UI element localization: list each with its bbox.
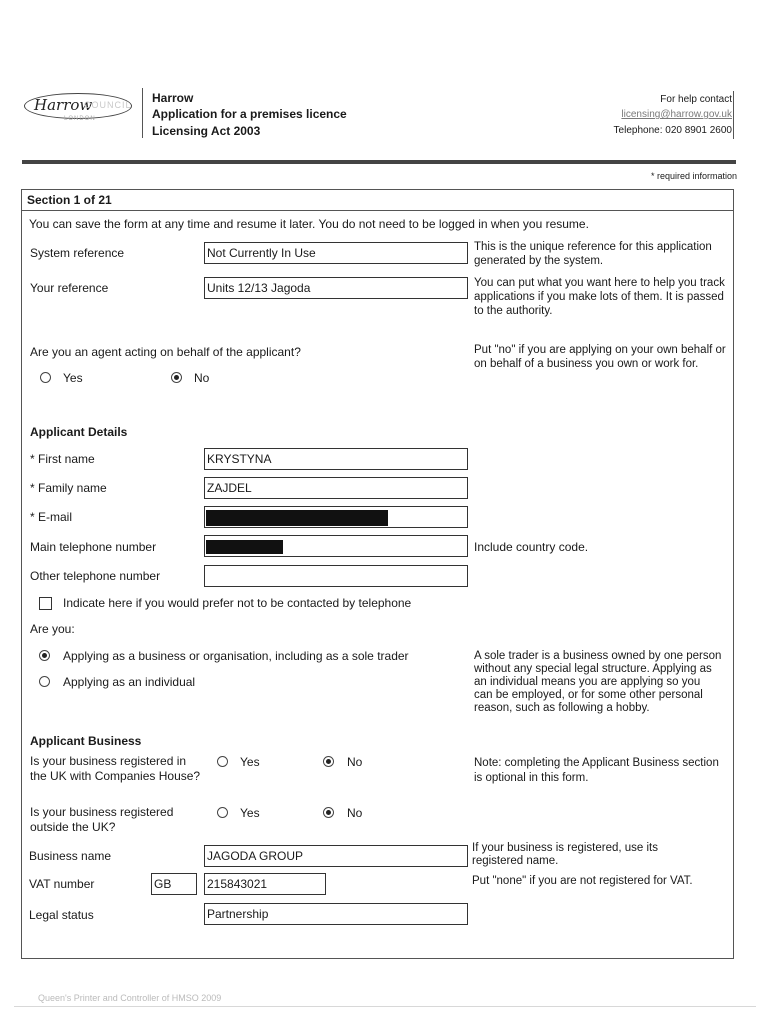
outside-uk-no-label: No: [347, 806, 363, 820]
logo-sub: LONDON: [64, 116, 96, 122]
your-reference-field[interactable]: Units 12/13 Jagoda: [204, 277, 468, 299]
footer-copyright: Queen's Printer and Controller of HMSO 2009: [38, 993, 222, 1003]
family-name-label: * Family name: [30, 481, 107, 495]
agent-question-help: Put "no" if you are applying on your own behalf or on behalf of a business you own or work for.: [474, 344, 726, 370]
help-contact-label: For help contact: [660, 94, 732, 105]
first-name-label: * First name: [30, 452, 95, 466]
outside-uk-yes-label: Yes: [240, 806, 260, 820]
main-phone-redaction: [206, 540, 283, 554]
header-act: Licensing Act 2003: [152, 124, 261, 138]
outside-uk-no-radio[interactable]: [323, 807, 334, 818]
no-phone-contact-checkbox[interactable]: [39, 597, 52, 610]
outside-uk-label: Is your business registered outside the UK?: [30, 805, 174, 834]
email-label: * E-mail: [30, 510, 73, 524]
section-title-rule: [21, 210, 734, 211]
applicant-business-note: Note: completing the Applicant Business section is optional in this form.: [474, 757, 719, 784]
business-name-label: Business name: [29, 849, 112, 863]
main-phone-help: Include country code.: [474, 540, 589, 554]
agent-yes-radio[interactable]: [40, 372, 51, 383]
outside-uk-yes-radio[interactable]: [217, 807, 228, 818]
footer-rule: [14, 1006, 756, 1007]
system-reference-field[interactable]: Not Currently In Use: [204, 242, 468, 264]
header-divider: [142, 88, 143, 138]
sole-trader-help: A sole trader is a business owned by one person without any special legal structure. Applying as an individual means you are applying so you can be employed, or for some other personal reason, such as following a hobby.: [474, 650, 722, 714]
header-org: Harrow: [152, 91, 194, 105]
applying-as-business-radio[interactable]: [39, 650, 50, 661]
system-reference-help: This is the unique reference for this application generated by the system.: [474, 241, 712, 267]
vat-help: Put "none" if you are not registered for VAT.: [472, 875, 693, 887]
required-note: * required information: [650, 171, 737, 181]
system-reference-label: System reference: [30, 246, 125, 260]
applying-as-individual-radio[interactable]: [39, 676, 50, 687]
legal-status-label: Legal status: [29, 908, 94, 922]
help-email-link[interactable]: licensing@harrow.gov.uk: [621, 109, 732, 120]
help-phone: Telephone: 020 8901 2600: [613, 125, 732, 136]
other-phone-field[interactable]: [204, 565, 468, 587]
applying-as-business-label: Applying as a business or organisation, including as a sole trader: [63, 649, 409, 663]
applicant-business-heading: Applicant Business: [30, 734, 142, 748]
business-name-help: If your business is registered, use its registered name.: [472, 842, 658, 867]
companies-house-label: Is your business registered in the UK with Companies House?: [30, 754, 201, 783]
header-rule-right: [733, 91, 734, 139]
other-phone-label: Other telephone number: [30, 569, 161, 583]
main-phone-label: Main telephone number: [30, 540, 157, 554]
companies-house-no-radio[interactable]: [323, 756, 334, 767]
agent-yes-label: Yes: [63, 371, 83, 385]
section-intro: You can save the form at any time and resume it later. You do not need to be logged in when you resume.: [29, 217, 589, 231]
legal-status-field[interactable]: Partnership: [204, 903, 468, 925]
agent-no-radio[interactable]: [171, 372, 182, 383]
are-you-label: Are you:: [30, 622, 75, 636]
family-name-field[interactable]: ZAJDEL: [204, 477, 468, 499]
applying-as-individual-label: Applying as an individual: [63, 675, 196, 689]
header-thick-rule: [22, 160, 736, 164]
business-name-field[interactable]: JAGODA GROUP: [204, 845, 468, 867]
header-form-title: Application for a premises licence: [152, 107, 347, 121]
companies-house-no-label: No: [347, 755, 363, 769]
email-redaction: [206, 510, 388, 526]
companies-house-yes-label: Yes: [240, 755, 260, 769]
section-title: Section 1 of 21: [27, 193, 112, 207]
council-logo: [24, 91, 134, 125]
first-name-field[interactable]: KRYSTYNA: [204, 448, 468, 470]
no-phone-contact-label: Indicate here if you would prefer not to be contacted by telephone: [63, 596, 412, 610]
agent-no-label: No: [194, 371, 210, 385]
vat-prefix-field[interactable]: GB: [151, 873, 197, 895]
vat-label: VAT number: [29, 877, 95, 891]
applicant-details-heading: Applicant Details: [30, 425, 128, 439]
companies-house-yes-radio[interactable]: [217, 756, 228, 767]
your-reference-help: You can put what you want here to help you track applications if you make lots of them. It is passed to the authority.: [474, 277, 725, 317]
agent-question-label: Are you an agent acting on behalf of the applicant?: [30, 345, 301, 359]
logo-council: COUNCIL: [84, 100, 132, 110]
your-reference-label: Your reference: [30, 281, 109, 295]
vat-number-field[interactable]: 215843021: [204, 873, 326, 895]
logo-script: Harrow: [34, 96, 93, 114]
